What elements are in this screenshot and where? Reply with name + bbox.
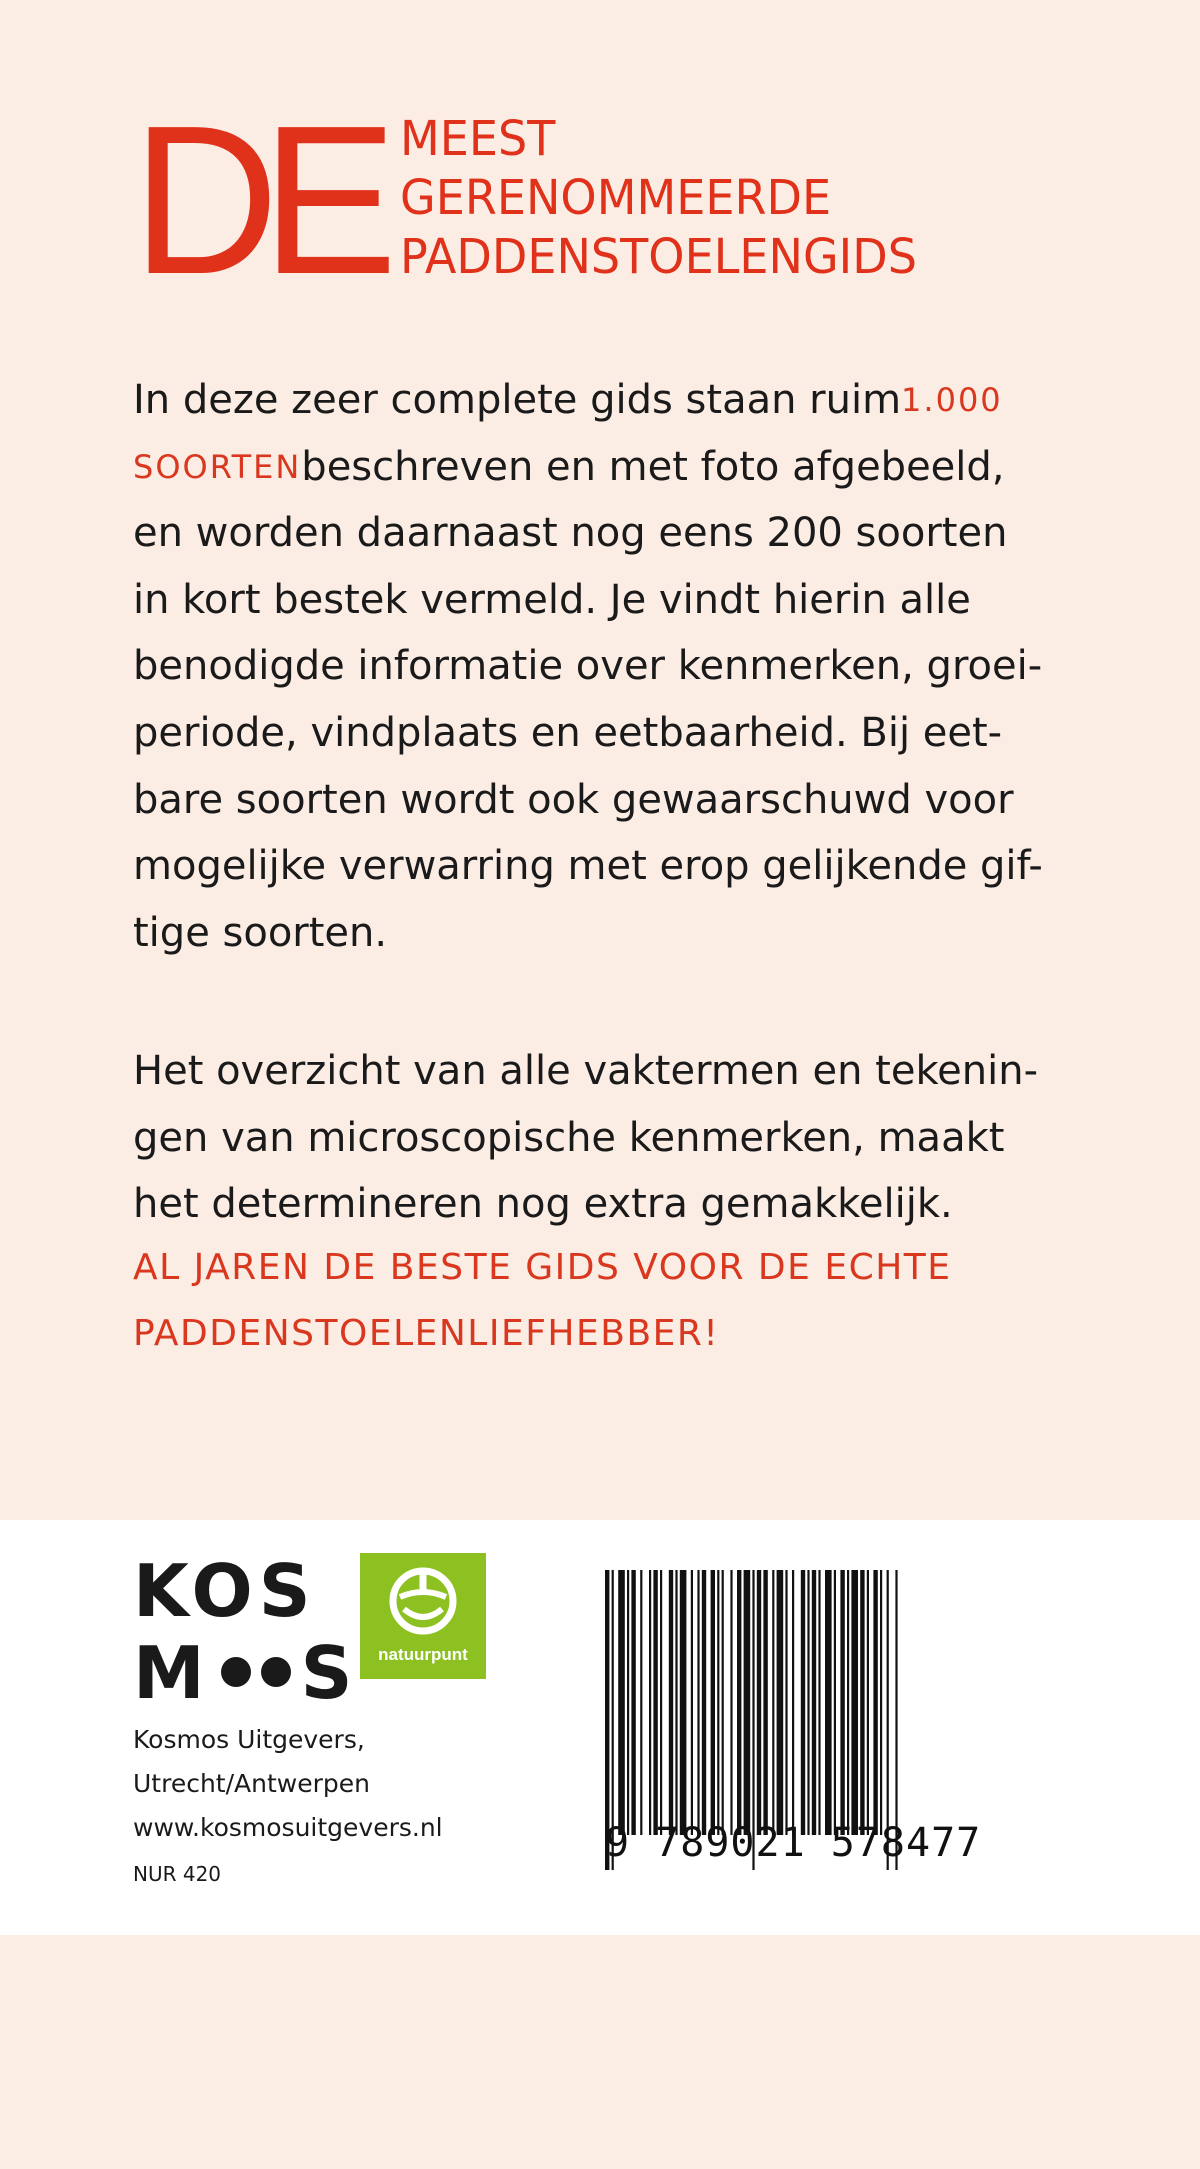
barcode-bar — [640, 1570, 642, 1835]
highlight-count: 1.000 — [901, 381, 1003, 419]
barcode-bar — [785, 1570, 787, 1835]
barcode-bar — [772, 1570, 774, 1835]
barcode-bar — [851, 1570, 858, 1835]
text-line: benodigde informatie over kenmerken, groei- — [133, 643, 1043, 690]
title-de: DE — [132, 81, 381, 318]
barcode-bar — [618, 1570, 625, 1835]
barcode-bar — [722, 1570, 724, 1835]
barcode-bar — [711, 1570, 715, 1835]
barcode-bar — [717, 1570, 719, 1835]
barcode-bar — [792, 1570, 794, 1835]
natuurpunt-logo — [360, 1553, 486, 1679]
barcode-bar — [737, 1570, 741, 1835]
publisher-name: Kosmos Uitgevers, — [133, 1725, 365, 1754]
description-paragraph: In deze zeer complete gids staan ruim 1.000 SOORTEN beschreven en met foto afgebeeld, en worden daarnaast nog eens 200 soorten in kort bestek vermeld. Je vindt hierin alle benodigde informatie over kenmerken, groei- periode, vindplaats en eetbaarheid. Bij eet- bare soorten wordt ook gewaarschuwd voor mogelijke verwarring met erop gelijkende gif- tige soorten. — [133, 367, 993, 966]
publisher-city: Utrecht/Antwerpen — [133, 1769, 370, 1798]
title-line-2: GERENOMMEERDE — [400, 170, 832, 226]
barcode-bar — [730, 1570, 732, 1835]
barcode-bar — [840, 1570, 844, 1835]
barcode-bar — [807, 1570, 809, 1835]
title-line-1: MEEST — [400, 111, 556, 167]
natuurpunt-label: natuurpunt — [378, 1645, 468, 1664]
logo-dot-1 — [221, 1657, 251, 1687]
barcode-bar — [777, 1570, 784, 1835]
barcode-bar — [627, 1570, 629, 1835]
barcode-bar — [825, 1570, 832, 1835]
title-lines — [400, 110, 917, 287]
barcode-bar — [702, 1570, 706, 1835]
text-line: bare soorten wordt ook gewaarschuwd voor — [133, 776, 1014, 823]
barcode-bar — [631, 1570, 635, 1835]
barcode-bar — [880, 1570, 882, 1835]
highlight-soorten: SOORTEN — [133, 447, 302, 486]
title-block — [132, 81, 1032, 318]
barcode-bar — [691, 1570, 693, 1835]
barcode-bar — [834, 1570, 836, 1835]
natuurpunt-emblem-icon — [360, 1553, 486, 1653]
barcode-bar — [680, 1570, 687, 1835]
barcode-bar — [873, 1570, 877, 1835]
barcode-bar — [649, 1570, 651, 1835]
barcode-bar — [744, 1570, 751, 1835]
barcode-bar — [818, 1570, 820, 1835]
logo-dot-2 — [261, 1657, 291, 1687]
barcode-bar — [847, 1570, 849, 1835]
barcode-digits: 9 789021 578477 — [605, 1820, 982, 1866]
text-line: tige soorten. — [133, 909, 388, 956]
barcode-bar — [860, 1570, 864, 1835]
nur-code: NUR 420 — [133, 1862, 222, 1886]
barcode-bar — [669, 1570, 673, 1835]
text-line: mogelijke verwarring met erop gelijkende gif- — [133, 843, 1043, 890]
text-line: Het overzicht van alle vaktermen en tekenin- — [133, 1048, 1039, 1094]
barcode-bar — [697, 1570, 699, 1835]
text-line: en worden daarnaast nog eens 200 soorten — [133, 510, 1008, 557]
publisher-info — [133, 1718, 443, 1850]
barcode-bar — [660, 1570, 662, 1835]
second-paragraph — [133, 1038, 1039, 1238]
barcode-bar — [757, 1570, 761, 1835]
publisher-url: www.kosmosuitgevers.nl — [133, 1813, 443, 1842]
barcode-bar — [763, 1570, 767, 1835]
barcode-bar — [801, 1570, 805, 1835]
barcode-bar — [812, 1570, 816, 1835]
text-line: periode, vindplaats en eetbaarheid. Bij eet- — [133, 709, 1003, 756]
barcode-bar — [867, 1570, 869, 1835]
text-line: in kort bestek vermeld. Je vindt hierin alle — [133, 576, 971, 623]
text-line: gen van microscopische kenmerken, maakt — [133, 1114, 1005, 1161]
tagline: AL JAREN DE BESTE GIDS VOOR DE ECHTE PADDENSTOELENLIEFHEBBER! — [133, 1247, 952, 1354]
text-line: het determineren nog extra gemakkelijk. — [133, 1181, 953, 1228]
title-line-3: PADDENSTOELENGIDS — [400, 229, 917, 285]
barcode-bar — [653, 1570, 657, 1835]
barcode-bar — [675, 1570, 677, 1835]
kosmos-logo: KOS M S — [133, 1549, 359, 1715]
